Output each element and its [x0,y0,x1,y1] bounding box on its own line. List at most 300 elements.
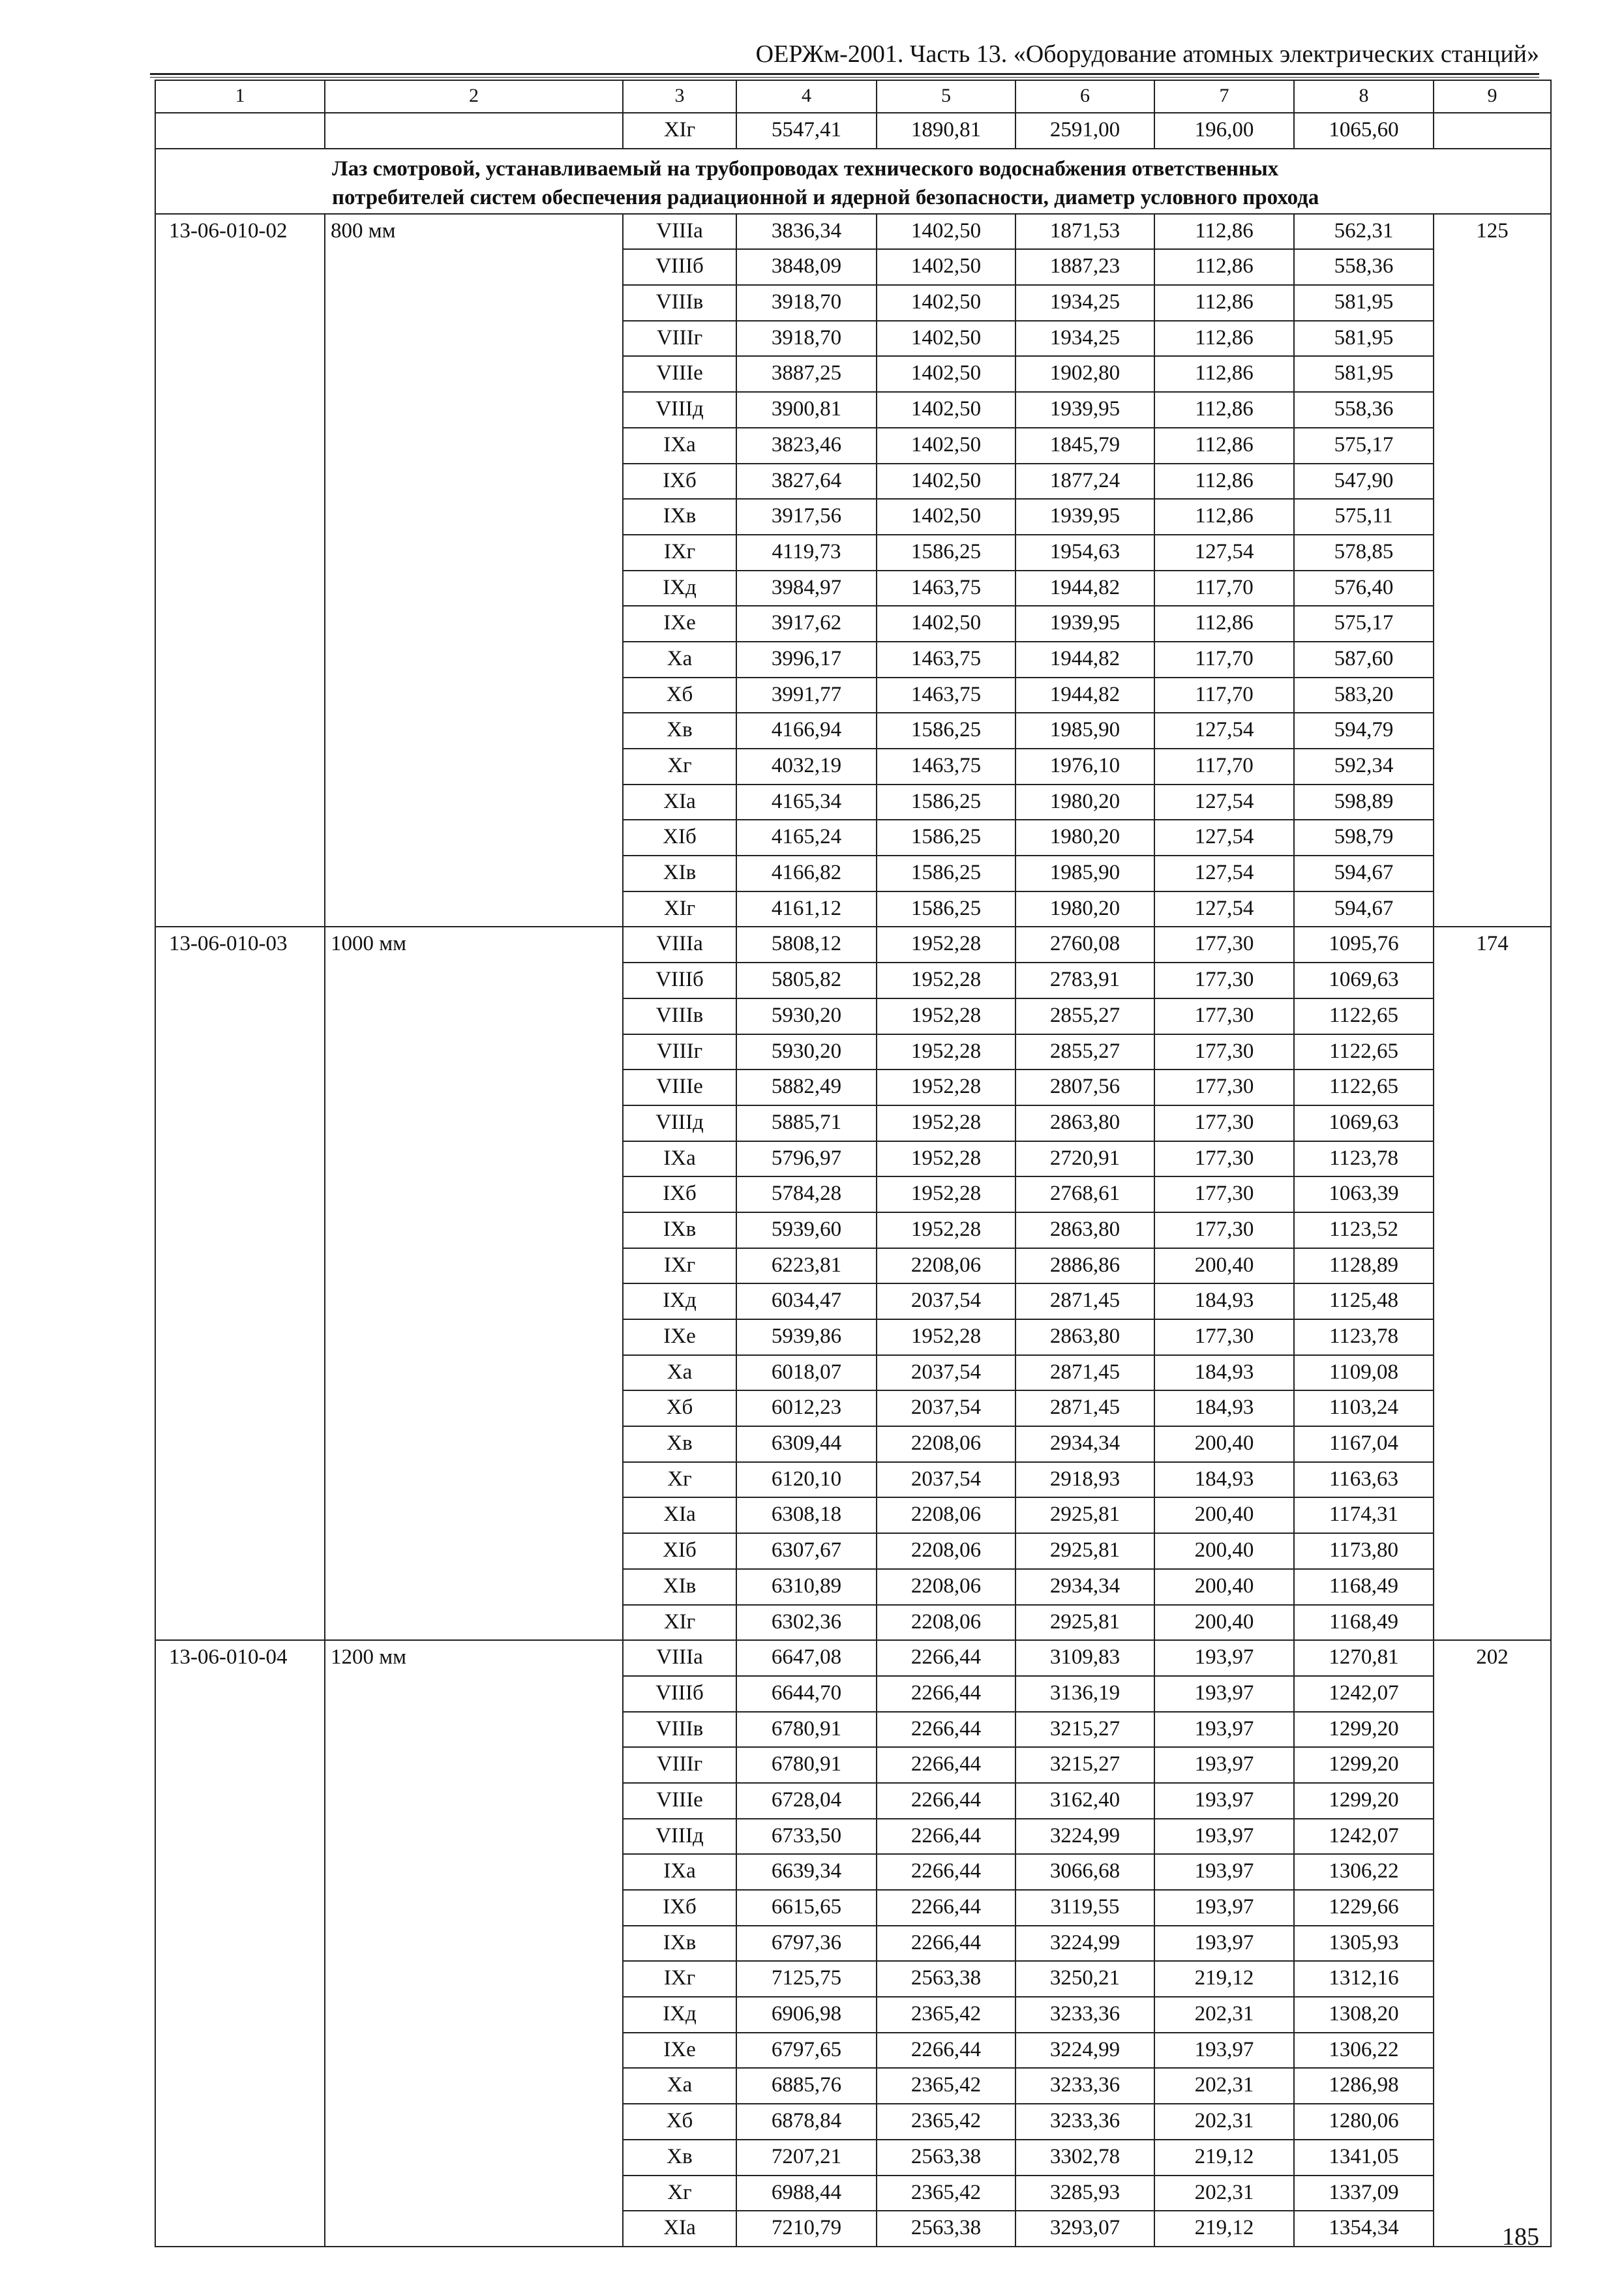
zone-cell: IXб [623,464,736,500]
zone-cell: VIIIа [623,1640,736,1676]
section-title [155,149,1551,214]
materials-cell: 1299,20 [1294,1783,1434,1819]
total-cost-cell: 4032,19 [736,749,877,785]
wages-cell: 1463,75 [877,749,1015,785]
pass-diameter: 1200 мм [325,1640,623,2247]
total-cost-cell: 4119,73 [736,535,877,571]
total-cost-cell: 3918,70 [736,321,877,357]
zone-cell: Xа [623,642,736,678]
operator-wages-cell: 202,31 [1154,2104,1294,2140]
operator-wages-cell: 193,97 [1154,1819,1294,1855]
machine-cost-cell: 3285,93 [1015,2176,1154,2211]
wages-cell: 2266,44 [877,1712,1015,1748]
section-title-line: Лаз смотровой, устанавливаемый на трубопроводах технического водоснабжения ответственных [332,157,1279,181]
machine-cost-cell: 1985,90 [1015,856,1154,891]
machine-cost-cell: 1954,63 [1015,535,1154,571]
materials-cell: 1103,24 [1294,1390,1434,1426]
materials-cell: 1125,48 [1294,1283,1434,1319]
wages-cell: 2266,44 [877,1747,1015,1783]
zone-cell: IXб [623,1176,736,1212]
total-cost-cell: 6988,44 [736,2176,877,2211]
total-cost-cell: 4165,24 [736,820,877,856]
column-number-row [155,80,1551,113]
total-cost-cell: 7207,21 [736,2140,877,2176]
zone-cell: VIIIв [623,1712,736,1748]
wages-cell: 1586,25 [877,891,1015,927]
section-title-row [155,149,1551,214]
materials-cell: 1167,04 [1294,1426,1434,1462]
wages-cell: 1952,28 [877,927,1015,963]
materials-cell: 1337,09 [1294,2176,1434,2211]
zone-cell: VIIIд [623,392,736,428]
zone-cell: XIв [623,856,736,891]
price-table [155,80,1552,2247]
materials-cell: 598,79 [1294,820,1434,856]
total-cost-cell: 5930,20 [736,998,877,1034]
column-number: 6 [1015,80,1154,113]
machine-cost-cell: 3066,68 [1015,1854,1154,1890]
operator-wages-cell: 112,86 [1154,214,1294,250]
machine-cost-cell: 2760,08 [1015,927,1154,963]
operator-wages-cell: 219,12 [1154,2140,1294,2176]
zone-cell: IXб [623,1890,736,1926]
zone-cell: XIг [623,1605,736,1641]
total-cost-cell: 5939,60 [736,1212,877,1248]
wages-cell: 2563,38 [877,1961,1015,1997]
materials-cell: 1299,20 [1294,1712,1434,1748]
zone-cell: XIв [623,1569,736,1605]
machine-cost-cell: 2768,61 [1015,1176,1154,1212]
total-cost-cell: 5808,12 [736,927,877,963]
wages-cell: 1463,75 [877,571,1015,606]
machine-cost-cell: 1980,20 [1015,785,1154,820]
zone-cell: VIIIд [623,1105,736,1141]
wages-cell: 1402,50 [877,606,1015,642]
materials-cell: 558,36 [1294,249,1434,285]
zone-cell: Xв [623,1426,736,1462]
operator-wages-cell: 112,86 [1154,356,1294,392]
machine-cost-cell: 2925,81 [1015,1533,1154,1569]
wages-cell: 2037,54 [877,1283,1015,1319]
operator-wages-cell: 193,97 [1154,1926,1294,1962]
operator-wages-cell: 200,40 [1154,1426,1294,1462]
zone-cell: IXа [623,1854,736,1890]
zone-cell: VIIIг [623,321,736,357]
machine-cost-cell: 3224,99 [1015,2033,1154,2069]
machine-cost-cell: 3136,19 [1015,1676,1154,1712]
machine-cost-cell: 2871,45 [1015,1283,1154,1319]
operator-wages-cell: 202,31 [1154,2068,1294,2104]
zone-cell: Xг [623,749,736,785]
wages-cell: 2208,06 [877,1605,1015,1641]
wages-cell: 1402,50 [877,499,1015,535]
materials-cell: 1168,49 [1294,1569,1434,1605]
zone-cell: IXе [623,1319,736,1355]
total-cost-cell: 3991,77 [736,678,877,713]
zone-cell: IXа [623,1141,736,1177]
materials-cell: 1286,98 [1294,2068,1434,2104]
operator-wages-cell: 177,30 [1154,927,1294,963]
machine-cost-cell: 3162,40 [1015,1783,1154,1819]
machine-cost-cell: 2855,27 [1015,1034,1154,1070]
labor-cell: 125 [1434,214,1551,927]
total-cost-cell: 6728,04 [736,1783,877,1819]
machine-cost-cell: 3224,99 [1015,1926,1154,1962]
materials-cell: 1095,76 [1294,927,1434,963]
materials-cell: 1242,07 [1294,1676,1434,1712]
total-cost-cell: 4165,34 [736,785,877,820]
machine-cost-cell: 3250,21 [1015,1961,1154,1997]
machine-cost-cell: 1934,25 [1015,285,1154,321]
zone-cell: IXа [623,428,736,464]
machine-cost-cell: 1944,82 [1015,678,1154,713]
machine-cost-cell: 1877,24 [1015,464,1154,500]
total-cost-cell: 3918,70 [736,285,877,321]
carry-over-row [155,113,1551,149]
materials-cell: 575,11 [1294,499,1434,535]
total-cost-cell: 6733,50 [736,1819,877,1855]
materials-cell: 581,95 [1294,321,1434,357]
column-number: 1 [155,80,325,113]
machine-cost-cell: 1902,80 [1015,356,1154,392]
machine-cost-cell: 1934,25 [1015,321,1154,357]
operator-wages-cell: 112,86 [1154,606,1294,642]
materials-cell: 1306,22 [1294,2033,1434,2069]
materials-cell: 1063,39 [1294,1176,1434,1212]
materials-cell: 575,17 [1294,428,1434,464]
operator-wages-cell: 112,86 [1154,321,1294,357]
total-cost-cell: 3900,81 [736,392,877,428]
wages-cell: 2037,54 [877,1462,1015,1498]
machine-cost-cell: 3302,78 [1015,2140,1154,2176]
total-cost-cell: 5930,20 [736,1034,877,1070]
total-cost-cell: 3996,17 [736,642,877,678]
zone-cell: IXв [623,1212,736,1248]
wages-cell: 2266,44 [877,1783,1015,1819]
wages-cell: 2266,44 [877,1854,1015,1890]
wages-cell: 2563,38 [877,2211,1015,2247]
total-cost-cell: 3848,09 [736,249,877,285]
materials-cell: 547,90 [1294,464,1434,500]
zone-cell: VIIIе [623,1070,736,1105]
operator-wages-cell: 202,31 [1154,2176,1294,2211]
total-cost-cell: 4166,82 [736,856,877,891]
rate-code: 13-06-010-04 [155,1640,325,2247]
total-cost-cell: 6644,70 [736,1676,877,1712]
section-title-line: потребителей систем обеспечения радиационной и ядерной безопасности, диаметр условного прохода [332,185,1319,209]
total-cost-cell: 5796,97 [736,1141,877,1177]
materials-cell: 1308,20 [1294,1997,1434,2033]
wages-cell: 1402,50 [877,464,1015,500]
machine-cost-cell: 3293,07 [1015,2211,1154,2247]
total-cost-cell: 5939,86 [736,1319,877,1355]
materials-cell: 1122,65 [1294,1070,1434,1105]
operator-wages-cell: 117,70 [1154,678,1294,713]
zone-cell: VIIIа [623,214,736,250]
machine-cost-cell: 1976,10 [1015,749,1154,785]
zone-cell: Xб [623,1390,736,1426]
operator-wages-cell: 200,40 [1154,1497,1294,1533]
wages-cell: 1402,50 [877,356,1015,392]
materials-cell: 1122,65 [1294,998,1434,1034]
wages-cell: 2266,44 [877,1676,1015,1712]
materials-cell: 594,67 [1294,891,1434,927]
carry-cell-value: 2591,00 [1015,113,1154,149]
zone-cell: VIIIе [623,356,736,392]
carry-cell-value: 1065,60 [1294,113,1434,149]
machine-cost-cell: 1871,53 [1015,214,1154,250]
carry-cell-extra [1434,113,1551,149]
operator-wages-cell: 193,97 [1154,1854,1294,1890]
machine-cost-cell: 3224,99 [1015,1819,1154,1855]
materials-cell: 592,34 [1294,749,1434,785]
machine-cost-cell: 1985,90 [1015,713,1154,749]
machine-cost-cell: 3119,55 [1015,1890,1154,1926]
total-cost-cell: 6307,67 [736,1533,877,1569]
materials-cell: 598,89 [1294,785,1434,820]
total-cost-cell: 3823,46 [736,428,877,464]
zone-cell: VIIIа [623,927,736,963]
materials-cell: 1306,22 [1294,1854,1434,1890]
machine-cost-cell: 3215,27 [1015,1712,1154,1748]
operator-wages-cell: 193,97 [1154,2033,1294,2069]
column-number: 2 [325,80,623,113]
zone-cell: VIIIе [623,1783,736,1819]
materials-cell: 583,20 [1294,678,1434,713]
wages-cell: 2365,42 [877,2104,1015,2140]
operator-wages-cell: 200,40 [1154,1248,1294,1284]
total-cost-cell: 6906,98 [736,1997,877,2033]
machine-cost-cell: 1944,82 [1015,642,1154,678]
labor-cell: 174 [1434,927,1551,1640]
operator-wages-cell: 117,70 [1154,749,1294,785]
zone-cell: Xб [623,678,736,713]
zone-cell: XIб [623,820,736,856]
materials-cell: 1168,49 [1294,1605,1434,1641]
wages-cell: 1952,28 [877,1034,1015,1070]
total-cost-cell: 6878,84 [736,2104,877,2140]
wages-cell: 1586,25 [877,820,1015,856]
materials-cell: 1123,78 [1294,1319,1434,1355]
machine-cost-cell: 1939,95 [1015,499,1154,535]
machine-cost-cell: 1980,20 [1015,820,1154,856]
materials-cell: 1109,08 [1294,1355,1434,1391]
machine-cost-cell: 1944,82 [1015,571,1154,606]
zone-cell: Xг [623,1462,736,1498]
zone-cell: Xб [623,2104,736,2140]
operator-wages-cell: 112,86 [1154,464,1294,500]
total-cost-cell: 6012,23 [736,1390,877,1426]
operator-wages-cell: 184,93 [1154,1355,1294,1391]
operator-wages-cell: 177,30 [1154,1141,1294,1177]
operator-wages-cell: 193,97 [1154,1712,1294,1748]
carry-cell-value: 196,00 [1154,113,1294,149]
zone-cell: Xг [623,2176,736,2211]
machine-cost-cell: 3233,36 [1015,2104,1154,2140]
pass-diameter: 800 мм [325,214,623,927]
total-cost-cell: 5784,28 [736,1176,877,1212]
carry-cell-zone: XIг [623,113,736,149]
zone-cell: XIа [623,2211,736,2247]
wages-cell: 2037,54 [877,1390,1015,1426]
machine-cost-cell: 3109,83 [1015,1640,1154,1676]
total-cost-cell: 5805,82 [736,963,877,998]
wages-cell: 1952,28 [877,1212,1015,1248]
total-cost-cell: 6780,91 [736,1747,877,1783]
materials-cell: 558,36 [1294,392,1434,428]
zone-cell: Xа [623,1355,736,1391]
wages-cell: 1586,25 [877,535,1015,571]
wages-cell: 1402,50 [877,428,1015,464]
materials-cell: 576,40 [1294,571,1434,606]
operator-wages-cell: 193,97 [1154,1676,1294,1712]
machine-cost-cell: 1939,95 [1015,392,1154,428]
wages-cell: 1952,28 [877,1319,1015,1355]
operator-wages-cell: 127,54 [1154,891,1294,927]
machine-cost-cell: 3215,27 [1015,1747,1154,1783]
zone-cell: Xв [623,713,736,749]
wages-cell: 1952,28 [877,1070,1015,1105]
zone-cell: Xа [623,2068,736,2104]
operator-wages-cell: 127,54 [1154,713,1294,749]
carry-cell-code [155,113,325,149]
total-cost-cell: 6034,47 [736,1283,877,1319]
zone-cell: XIб [623,1533,736,1569]
wages-cell: 2208,06 [877,1569,1015,1605]
zone-cell: IXг [623,1961,736,1997]
machine-cost-cell: 2934,34 [1015,1426,1154,1462]
machine-cost-cell: 2925,81 [1015,1497,1154,1533]
machine-cost-cell: 2720,91 [1015,1141,1154,1177]
machine-cost-cell: 3233,36 [1015,1997,1154,2033]
operator-wages-cell: 219,12 [1154,2211,1294,2247]
table-row [155,1640,1551,1676]
zone-cell: VIIIб [623,1676,736,1712]
machine-cost-cell: 2871,45 [1015,1355,1154,1391]
operator-wages-cell: 112,86 [1154,499,1294,535]
zone-cell: IXг [623,535,736,571]
zone-cell: VIIIв [623,285,736,321]
total-cost-cell: 6885,76 [736,2068,877,2104]
wages-cell: 1463,75 [877,678,1015,713]
operator-wages-cell: 177,30 [1154,1034,1294,1070]
operator-wages-cell: 193,97 [1154,1640,1294,1676]
operator-wages-cell: 193,97 [1154,1783,1294,1819]
materials-cell: 1128,89 [1294,1248,1434,1284]
header-rule [150,73,1539,75]
total-cost-cell: 3827,64 [736,464,877,500]
wages-cell: 2266,44 [877,1926,1015,1962]
column-number: 9 [1434,80,1551,113]
labor-cell: 202 [1434,1640,1551,2247]
total-cost-cell: 5885,71 [736,1105,877,1141]
operator-wages-cell: 202,31 [1154,1997,1294,2033]
wages-cell: 1402,50 [877,321,1015,357]
total-cost-cell: 7125,75 [736,1961,877,1997]
column-number: 5 [877,80,1015,113]
operator-wages-cell: 177,30 [1154,963,1294,998]
zone-cell: IXд [623,571,736,606]
materials-cell: 1069,63 [1294,1105,1434,1141]
machine-cost-cell: 3233,36 [1015,2068,1154,2104]
total-cost-cell: 6310,89 [736,1569,877,1605]
total-cost-cell: 7210,79 [736,2211,877,2247]
page-header-title: ОЕРЖм-2001. Часть 13. «Оборудование атомных электрических станций» [755,40,1539,68]
operator-wages-cell: 112,86 [1154,392,1294,428]
materials-cell: 578,85 [1294,535,1434,571]
zone-cell: IXе [623,606,736,642]
total-cost-cell: 6309,44 [736,1426,877,1462]
machine-cost-cell: 2855,27 [1015,998,1154,1034]
zone-cell: IXд [623,1283,736,1319]
column-number: 4 [736,80,877,113]
operator-wages-cell: 117,70 [1154,571,1294,606]
wages-cell: 2563,38 [877,2140,1015,2176]
rate-code: 13-06-010-03 [155,927,325,1640]
operator-wages-cell: 177,30 [1154,1070,1294,1105]
wages-cell: 2208,06 [877,1533,1015,1569]
materials-cell: 581,95 [1294,285,1434,321]
total-cost-cell: 6018,07 [736,1355,877,1391]
wages-cell: 1402,50 [877,249,1015,285]
rate-code: 13-06-010-02 [155,214,325,927]
total-cost-cell: 6797,36 [736,1926,877,1962]
wages-cell: 1463,75 [877,642,1015,678]
total-cost-cell: 6639,34 [736,1854,877,1890]
carry-cell-value: 5547,41 [736,113,877,149]
wages-cell: 2266,44 [877,1890,1015,1926]
total-cost-cell: 6647,08 [736,1640,877,1676]
materials-cell: 581,95 [1294,356,1434,392]
wages-cell: 2208,06 [877,1497,1015,1533]
materials-cell: 1163,63 [1294,1462,1434,1498]
zone-cell: IXг [623,1248,736,1284]
materials-cell: 562,31 [1294,214,1434,250]
zone-cell: XIа [623,785,736,820]
operator-wages-cell: 112,86 [1154,249,1294,285]
wages-cell: 2208,06 [877,1248,1015,1284]
total-cost-cell: 3917,56 [736,499,877,535]
machine-cost-cell: 2863,80 [1015,1105,1154,1141]
materials-cell: 1122,65 [1294,1034,1434,1070]
zone-cell: IXв [623,499,736,535]
wages-cell: 2365,42 [877,1997,1015,2033]
pass-diameter: 1000 мм [325,927,623,1640]
total-cost-cell: 3917,62 [736,606,877,642]
machine-cost-cell: 2863,80 [1015,1212,1154,1248]
wages-cell: 1586,25 [877,785,1015,820]
price-table-body [155,80,1551,2247]
operator-wages-cell: 127,54 [1154,785,1294,820]
operator-wages-cell: 177,30 [1154,1105,1294,1141]
materials-cell: 1173,80 [1294,1533,1434,1569]
machine-cost-cell: 2925,81 [1015,1605,1154,1641]
zone-cell: VIIIв [623,998,736,1034]
operator-wages-cell: 219,12 [1154,1961,1294,1997]
column-number: 8 [1294,80,1434,113]
zone-cell: VIIIд [623,1819,736,1855]
machine-cost-cell: 2918,93 [1015,1462,1154,1498]
operator-wages-cell: 184,93 [1154,1462,1294,1498]
materials-cell: 594,79 [1294,713,1434,749]
operator-wages-cell: 127,54 [1154,820,1294,856]
operator-wages-cell: 177,30 [1154,1212,1294,1248]
machine-cost-cell: 2886,86 [1015,1248,1154,1284]
wages-cell: 2365,42 [877,2068,1015,2104]
wages-cell: 1586,25 [877,713,1015,749]
total-cost-cell: 6120,10 [736,1462,877,1498]
wages-cell: 2365,42 [877,2176,1015,2211]
